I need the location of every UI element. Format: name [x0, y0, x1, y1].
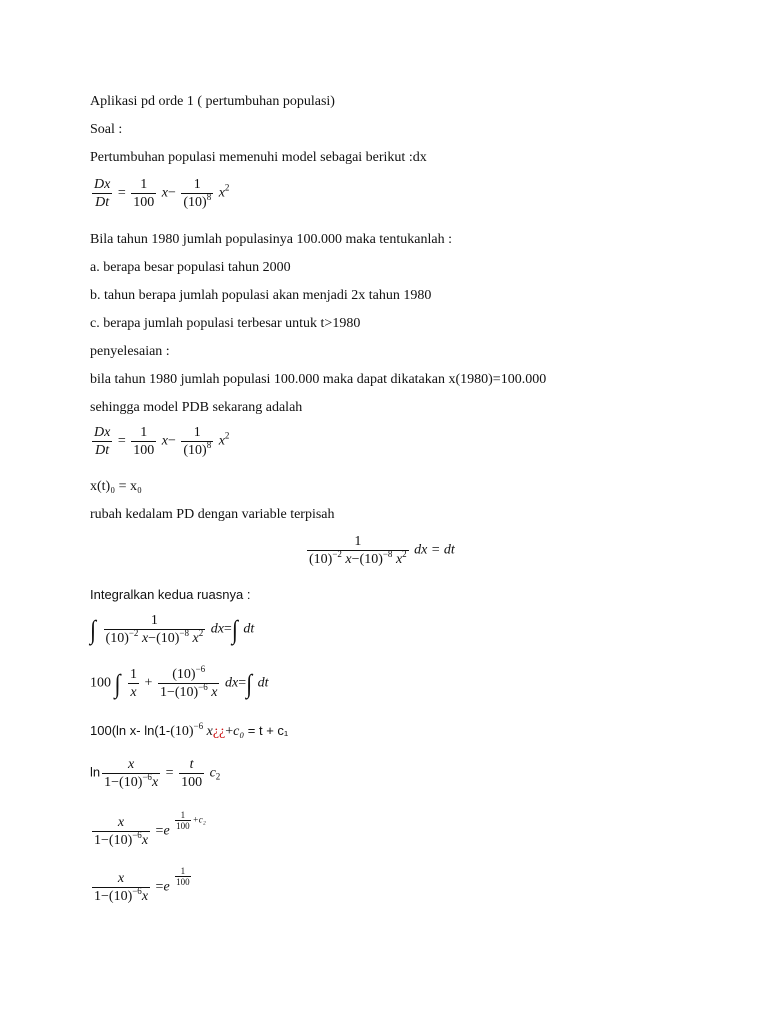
question-c: c. berapa jumlah populasi terbesar untuk t>1980 — [90, 316, 361, 331]
exp-equation-1: $\frac{x}{1-(10)^{-6}x}$ =e $\frac{1}{100}$ +c₂ — [94, 810, 206, 848]
integral-equation-1: ∫ $\frac{1}{(10)^{-2} x-(10)^{-8} x^2}$ dx=∫ dt — [90, 613, 255, 646]
separable-text: rubah kedalam PD dengan variable terpisah — [90, 507, 335, 522]
separated-equation: $\frac{1}{(10)^{-2} x-(10)^{-8} x^2}$ dx = dt — [309, 534, 455, 567]
solution-label: penyelesaian : — [90, 344, 170, 359]
model-equation-1: $\frac{Dx}{Dt}$ = $\frac{1}{100}$ x− $\frac{1}{(10)^8}$ $x^2$ — [94, 177, 230, 210]
ln-fraction-equation: ln $\frac{x}{1-(10)^{-6}x}$ = $\frac{t}{100}$ $c_2$ — [90, 757, 221, 790]
initial-condition: x(t)₀ = x₀ — [90, 479, 142, 494]
intro-text: Pertumbuhan populasi memenuhi model sebagai berikut :dx — [90, 150, 427, 165]
question-intro: Bila tahun 1980 jumlah populasinya 100.000 maka tentukanlah : — [90, 232, 452, 247]
log-equation: 100(ln x- $\ln(1-(10)^{-6}$ x¿¿+c₀ = t + c₁ — [90, 721, 289, 739]
question-b: b. tahun berapa jumlah populasi akan menjadi 2x tahun 1980 — [90, 288, 432, 303]
model-text: sehingga model PDB sekarang adalah — [90, 400, 303, 415]
model-equation-2: $\frac{Dx}{Dt}$ = $\frac{1}{100}$ x− $\frac{1}{(10)^8}$ $x^2$ — [94, 425, 230, 458]
exp-equation-2: $\frac{x}{1-(10)^{-6}x}$ =e $\frac{1}{100}$ — [94, 866, 190, 904]
doc-title: Aplikasi pd orde 1 ( pertumbuhan populasi) — [90, 94, 335, 109]
integral-equation-2: 100 ∫ $\frac{1}{x}$ + $\frac{(10)^{-6}}{1-(10)^{-6} x}$ dx=∫ dt — [90, 664, 269, 700]
soal-label: Soal : — [90, 122, 123, 137]
solution-initial: bila tahun 1980 jumlah populasi 100.000 maka dapat dikatakan x(1980)=100.000 — [90, 372, 547, 387]
integrate-text: Integralkan kedua ruasnya : — [90, 587, 251, 602]
question-a: a. berapa besar populasi tahun 2000 — [90, 260, 291, 275]
